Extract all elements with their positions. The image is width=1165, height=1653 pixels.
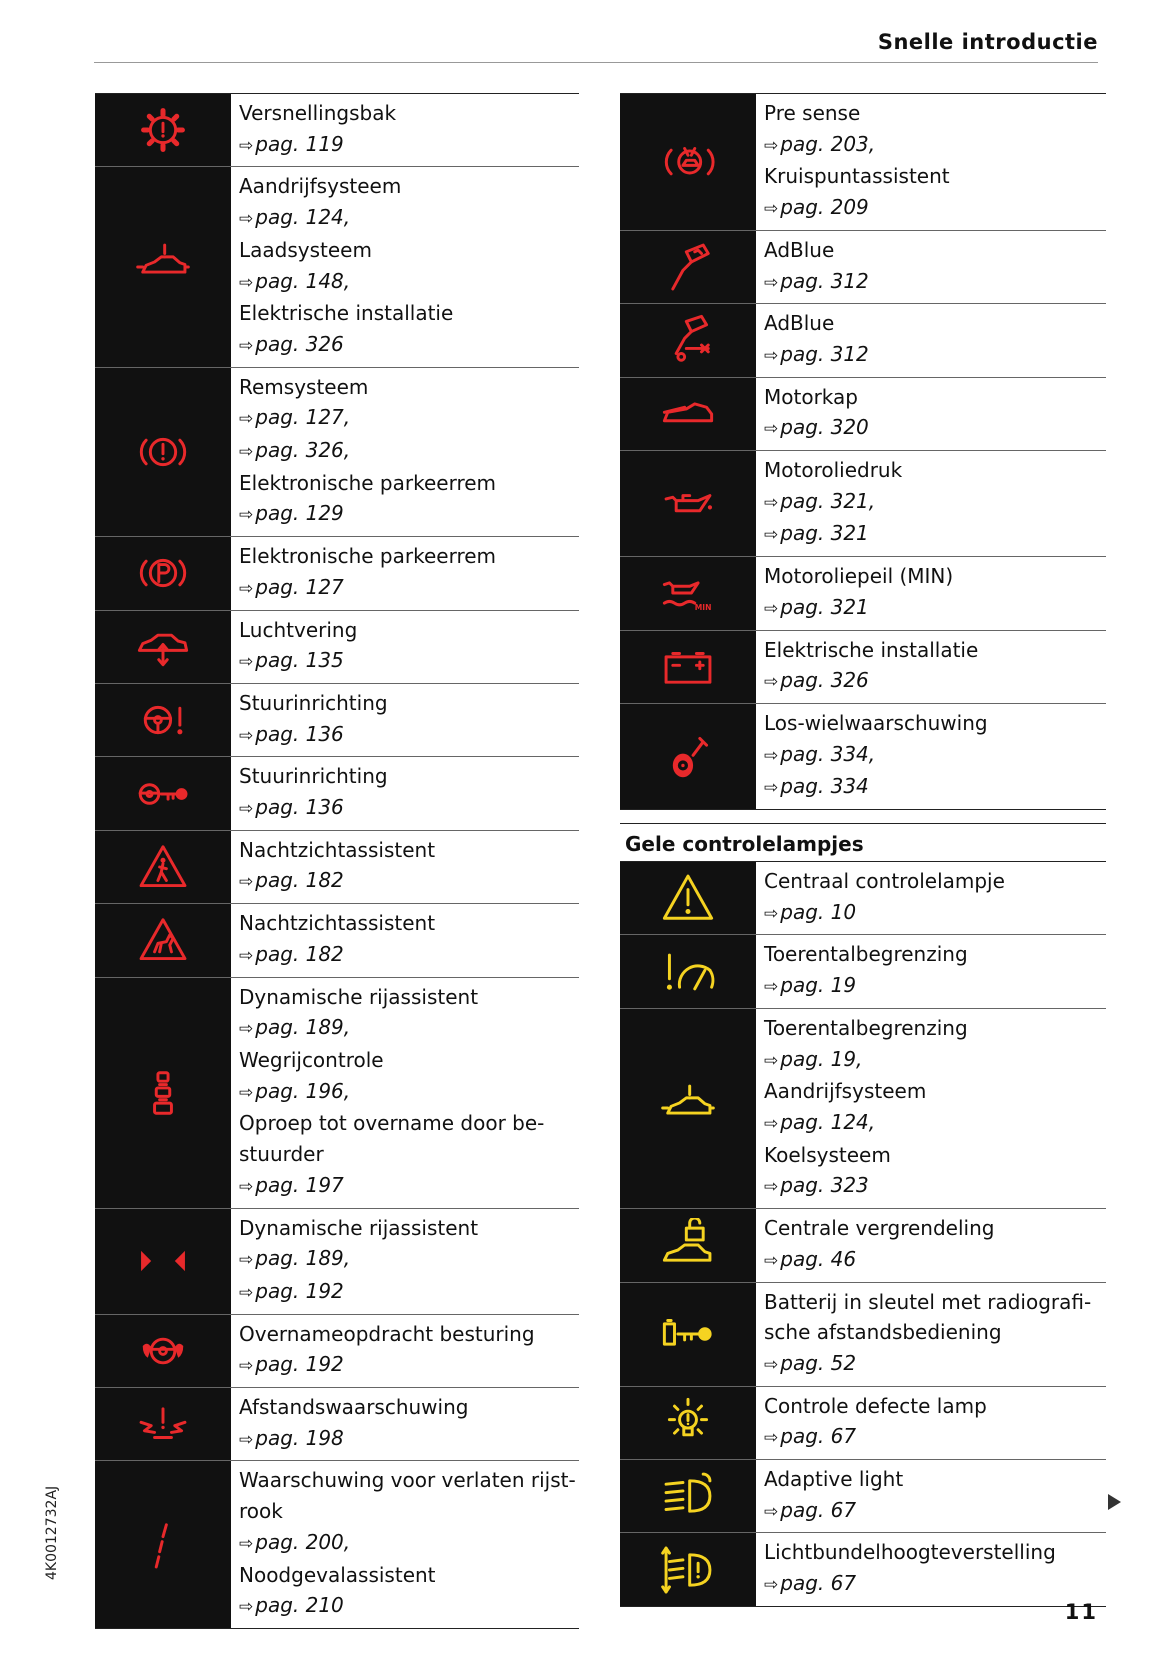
central-locking-icon (661, 1218, 715, 1272)
animal-warning-icon (136, 913, 190, 967)
table-row (620, 935, 1106, 1008)
lamp-description: rook (239, 1499, 283, 1524)
lamp-description: Elektrische installatie (764, 637, 979, 662)
page-reference-link[interactable]: ⇨ pag. 192 (239, 1276, 579, 1309)
rpm-limit-icon (661, 945, 715, 999)
steering-warning-icon (136, 693, 190, 747)
lamp-description: AdBlue (764, 237, 835, 262)
lamp-description: Elektrische installatie (239, 301, 454, 326)
lamp-description: Waarschuwing voor verlaten rijst- (239, 1468, 576, 1493)
car-warning-yellow-icon (661, 1081, 715, 1135)
table-row (95, 1315, 579, 1388)
description-cell (758, 557, 1106, 629)
description-cell (758, 631, 1106, 703)
description-cell (233, 978, 579, 1208)
description-cell (233, 684, 579, 756)
lamp-description: Motorkap (764, 384, 858, 409)
page-reference-link[interactable]: ⇨ pag. 135 (239, 645, 579, 678)
lamp-description: Elektronische parkeerrem (239, 544, 497, 569)
description-cell (233, 1315, 579, 1387)
icon-cell (95, 94, 233, 166)
page-reference-link[interactable]: ⇨ pag. 19, (764, 1044, 1106, 1077)
table-row (620, 1533, 1106, 1606)
page-reference-link[interactable]: ⇨ pag. 196, (239, 1076, 579, 1109)
page-reference-link[interactable]: ⇨ pag. 203, (764, 129, 1106, 162)
description-cell (233, 1388, 579, 1460)
description-cell (233, 167, 579, 366)
icon-cell (620, 304, 758, 376)
page-reference-link[interactable]: ⇨ pag. 129 (239, 498, 579, 531)
lamp-description: Controle defecte lamp (764, 1393, 987, 1418)
page-reference-link[interactable]: ⇨ pag. 52 (764, 1348, 1106, 1381)
page-reference-link[interactable]: ⇨ pag. 67 (764, 1421, 1106, 1454)
table-row (620, 378, 1106, 451)
takeover-steering-icon (136, 1324, 190, 1378)
icon-cell (95, 831, 233, 903)
icon-cell (620, 557, 758, 629)
lamp-description: stuurder (239, 1142, 324, 1167)
adblue-icon (661, 240, 715, 294)
icon-cell (620, 704, 758, 809)
page-reference-link[interactable]: ⇨ pag. 46 (764, 1244, 1106, 1277)
description-cell (758, 935, 1106, 1007)
page-reference-link[interactable]: ⇨ pag. 10 (764, 897, 1106, 930)
table-row (620, 557, 1106, 630)
lamp-description: Pre sense (764, 101, 861, 125)
adblue-service-icon (661, 313, 715, 367)
page-reference-link[interactable]: ⇨ pag. 189, (239, 1012, 579, 1045)
icon-cell (95, 904, 233, 976)
page-reference-link[interactable]: ⇨ pag. 334 (764, 771, 1106, 804)
description-cell (758, 304, 1106, 376)
description-cell (233, 368, 579, 537)
table-row (95, 978, 579, 1209)
description-cell (233, 94, 579, 166)
icon-cell (620, 1533, 758, 1605)
table-row (95, 831, 579, 904)
icon-cell (95, 167, 233, 366)
lamp-description: Kruispuntassistent (764, 164, 950, 189)
lamp-description: Laadsysteem (239, 237, 372, 262)
description-cell (758, 1283, 1106, 1386)
page-reference-link[interactable]: ⇨ pag. 124, (239, 202, 579, 235)
lamp-description: Versnellingsbak (239, 101, 397, 125)
table-row (95, 1209, 579, 1315)
driver-assist-icon (136, 1066, 190, 1120)
description-cell (233, 1461, 579, 1628)
page-reference-link[interactable]: ⇨ pag. 182 (239, 939, 579, 972)
page-reference-link[interactable]: ⇨ pag. 326, (239, 435, 579, 468)
page-reference-link[interactable]: ⇨ pag. 136 (239, 719, 579, 752)
lamp-description: Motoroliedruk (764, 458, 903, 483)
icon-cell (95, 684, 233, 756)
icon-cell (95, 368, 233, 537)
oil-level-min-icon (661, 566, 715, 620)
icon-cell (620, 1009, 758, 1208)
table-row (95, 1461, 579, 1629)
lamp-description: Toerentalbegrenzing (764, 1015, 968, 1040)
page-reference-link[interactable]: ⇨ pag. 210 (239, 1590, 579, 1623)
description-cell (758, 94, 1106, 230)
icon-cell (620, 1283, 758, 1386)
page-reference-link[interactable]: ⇨ pag. 192 (239, 1349, 579, 1382)
parking-brake-icon (136, 546, 190, 600)
bulb-fault-icon (661, 1396, 715, 1450)
table-row (95, 757, 579, 830)
page-reference-link[interactable]: ⇨ pag. 312 (764, 339, 1106, 372)
icon-cell (620, 231, 758, 303)
table-row (95, 537, 579, 610)
document-code: 4K0012732AJ (44, 1485, 60, 1580)
page-reference-link[interactable]: ⇨ pag. 148, (239, 266, 579, 299)
description-cell (758, 1009, 1106, 1208)
icon-cell (620, 94, 758, 230)
page-reference-link[interactable]: ⇨ pag. 189, (239, 1243, 579, 1276)
lamp-description: Noodgevalassistent (239, 1562, 436, 1587)
loose-wheel-icon (661, 730, 715, 784)
description-cell (758, 1533, 1106, 1605)
lamp-description: Remsysteem (239, 374, 369, 399)
table-row (620, 231, 1106, 304)
key-battery-icon (661, 1307, 715, 1361)
gearbox-warning-icon (136, 103, 190, 157)
description-cell (758, 451, 1106, 556)
icon-cell (95, 611, 233, 683)
table-row (95, 611, 579, 684)
table-row (620, 451, 1106, 557)
lamp-description: Los-wielwaarschuwing (764, 710, 988, 735)
yellow-section-heading: Gele controlelampjes (620, 823, 1106, 862)
icon-cell (95, 1315, 233, 1387)
icon-cell (620, 631, 758, 703)
page-reference-link[interactable]: ⇨ pag. 321 (764, 592, 1106, 625)
icon-cell (95, 1461, 233, 1628)
page-reference-link[interactable]: ⇨ pag. 136 (239, 792, 579, 825)
icon-cell (620, 1387, 758, 1459)
red-lamps-table-left (95, 93, 579, 1629)
lamp-description: Toerentalbegrenzing (764, 942, 968, 967)
icon-cell (95, 978, 233, 1208)
lamp-description: Aandrijfsysteem (239, 174, 402, 199)
lamp-description: Koelsysteem (764, 1142, 891, 1167)
air-suspension-icon (136, 620, 190, 674)
icon-cell (620, 451, 758, 556)
description-cell (758, 1460, 1106, 1532)
lamp-description: Dynamische rijassistent (239, 1215, 479, 1240)
description-cell (233, 904, 579, 976)
lamp-description: Centraal controlelampje (764, 869, 1005, 894)
icon-cell (95, 757, 233, 829)
lamp-description: Overnameopdracht besturing (239, 1321, 535, 1346)
page-reference-link[interactable]: ⇨ pag. 67 (764, 1568, 1106, 1601)
lamp-description: Afstandswaarschuwing (239, 1395, 469, 1420)
lamp-description: Centrale vergrendeling (764, 1216, 995, 1241)
lamp-description: Luchtvering (239, 617, 358, 642)
page-reference-link[interactable]: ⇨ pag. 119 (239, 129, 579, 162)
lamp-description: Aandrijfsysteem (764, 1079, 927, 1104)
page-reference-link[interactable]: ⇨ pag. 127, (239, 402, 579, 435)
page-reference-link[interactable]: ⇨ pag. 198 (239, 1423, 579, 1456)
icon-cell (620, 378, 758, 450)
lamp-description: Oproep tot overname door be- (239, 1111, 545, 1136)
description-cell (233, 537, 579, 609)
lamp-description: Elektronische parkeerrem (239, 470, 497, 495)
table-row (620, 862, 1106, 935)
page-header-title: Snelle introductie (877, 30, 1098, 54)
lamp-description: Nachtzichtassistent (239, 911, 436, 936)
description-cell (233, 1209, 579, 1314)
header-divider (94, 62, 1098, 63)
battery-icon (661, 640, 715, 694)
page-reference-link[interactable]: ⇨ pag. 321 (764, 518, 1106, 551)
right-column (620, 93, 1106, 1607)
lane-departure-icon (136, 1518, 190, 1572)
lamp-description: Lichtbundelhoogteverstelling (764, 1540, 1056, 1565)
table-row (620, 1387, 1106, 1460)
icon-cell (95, 1209, 233, 1314)
description-cell (758, 704, 1106, 809)
page-reference-link[interactable]: ⇨ pag. 19 (764, 970, 1106, 1003)
icon-cell (620, 1209, 758, 1281)
page-reference-link[interactable]: ⇨ pag. 209 (764, 192, 1106, 225)
page-number: 11 (1064, 1600, 1098, 1624)
icon-cell (620, 935, 758, 1007)
page-reference-link[interactable]: ⇨ pag. 323 (764, 1170, 1106, 1203)
car-warning-icon (136, 240, 190, 294)
description-cell (758, 231, 1106, 303)
table-row (95, 368, 579, 538)
table-row (95, 1388, 579, 1461)
lamp-description: Stuurinrichting (239, 764, 388, 789)
table-row (620, 1283, 1106, 1387)
next-page-arrow-icon[interactable] (1108, 1494, 1121, 1510)
page-reference-link[interactable]: ⇨ pag. 67 (764, 1495, 1106, 1528)
brake-warning-icon (136, 425, 190, 479)
page-reference-link[interactable]: ⇨ pag. 326 (239, 329, 579, 362)
hood-open-icon (661, 387, 715, 441)
table-row (95, 94, 579, 167)
page-reference-link[interactable]: ⇨ pag. 197 (239, 1170, 579, 1203)
lamp-description: sche afstandsbediening (764, 1320, 1002, 1345)
table-row (620, 631, 1106, 704)
table-row (620, 1009, 1106, 1209)
lamp-description: Adaptive light (764, 1467, 904, 1492)
page-reference-link[interactable]: ⇨ pag. 320 (764, 412, 1106, 445)
table-row (620, 1460, 1106, 1533)
lamp-description: Dynamische rijassistent (239, 984, 479, 1009)
page-reference-link[interactable]: ⇨ pag. 321, (764, 486, 1106, 519)
description-cell (758, 378, 1106, 450)
page-reference-link[interactable]: ⇨ pag. 312 (764, 266, 1106, 299)
lamp-description: Motoroliepeil (MIN) (764, 564, 954, 589)
description-cell (233, 757, 579, 829)
table-row (620, 94, 1106, 231)
lane-arrows-icon (136, 1234, 190, 1288)
svg-text:MIN: MIN (694, 603, 712, 613)
left-column (95, 93, 579, 1629)
page-reference-link[interactable]: ⇨ pag. 127 (239, 572, 579, 605)
table-row (95, 684, 579, 757)
page-reference-link[interactable]: ⇨ pag. 326 (764, 665, 1106, 698)
table-row (620, 1209, 1106, 1282)
description-cell (758, 862, 1106, 934)
pedestrian-warning-icon (136, 840, 190, 894)
oil-pressure-icon (661, 477, 715, 531)
description-cell (758, 1387, 1106, 1459)
icon-cell (620, 1460, 758, 1532)
steering-key-icon (136, 767, 190, 821)
central-warning-icon (661, 871, 715, 925)
lamp-description: Wegrijcontrole (239, 1047, 384, 1072)
description-cell (233, 831, 579, 903)
yellow-lamps-table (620, 862, 1106, 1607)
page-reference-link[interactable]: ⇨ pag. 200, (239, 1527, 579, 1560)
lamp-description: Nachtzichtassistent (239, 837, 436, 862)
lamp-description: AdBlue (764, 311, 835, 336)
headlight-range-icon (661, 1543, 715, 1597)
adaptive-light-icon (661, 1469, 715, 1523)
icon-cell (95, 1388, 233, 1460)
page-reference-link[interactable]: ⇨ pag. 182 (239, 865, 579, 898)
lamp-description: Batterij in sleutel met radiografi- (764, 1289, 1092, 1314)
table-row (95, 167, 579, 367)
lamp-description: Stuurinrichting (239, 690, 388, 715)
description-cell (233, 611, 579, 683)
red-lamps-table-right (620, 93, 1106, 810)
table-row (620, 304, 1106, 377)
table-row (95, 904, 579, 977)
distance-warning-icon (136, 1397, 190, 1451)
description-cell (758, 1209, 1106, 1281)
icon-cell (95, 537, 233, 609)
pre-sense-icon (661, 135, 715, 189)
page-reference-link[interactable]: ⇨ pag. 334, (764, 739, 1106, 772)
icon-cell (620, 862, 758, 934)
table-row (620, 704, 1106, 810)
page-reference-link[interactable]: ⇨ pag. 124, (764, 1107, 1106, 1140)
